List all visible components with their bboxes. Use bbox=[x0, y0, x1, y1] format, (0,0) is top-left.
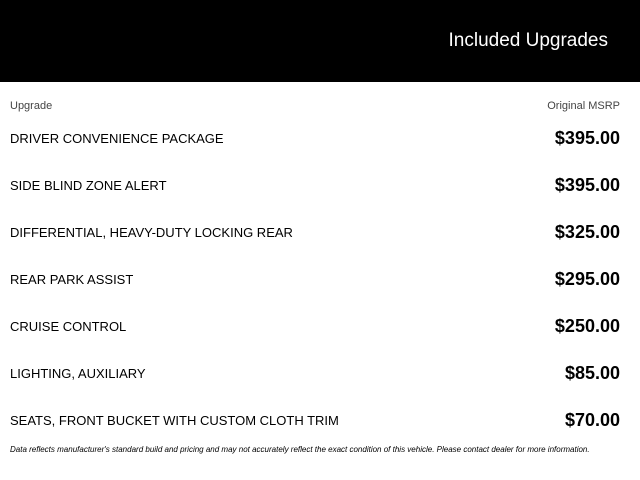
upgrade-price: $395.00 bbox=[554, 128, 620, 148]
upgrade-price: $85.00 bbox=[564, 363, 620, 383]
upgrade-price: $395.00 bbox=[554, 175, 620, 195]
table-row bbox=[0, 115, 640, 162]
upgrade-price: $325.00 bbox=[554, 222, 620, 242]
table-row bbox=[0, 397, 640, 444]
upgrade-price: $295.00 bbox=[554, 269, 620, 289]
upgrade-name: CRUISE CONTROL bbox=[10, 319, 127, 334]
upgrade-name: DRIVER CONVENIENCE PACKAGE bbox=[10, 131, 224, 146]
table-row bbox=[0, 303, 640, 350]
table-row bbox=[0, 350, 640, 397]
upgrade-name: REAR PARK ASSIST bbox=[10, 272, 134, 287]
table-row bbox=[0, 256, 640, 303]
page-title: Included Upgrades bbox=[448, 30, 608, 51]
upgrade-name: SEATS, FRONT BUCKET WITH CUSTOM CLOTH TRIM bbox=[10, 413, 339, 428]
upgrades-table bbox=[0, 115, 640, 444]
table-row bbox=[0, 209, 640, 256]
upgrade-name: DIFFERENTIAL, HEAVY-DUTY LOCKING REAR bbox=[10, 225, 293, 240]
table-row bbox=[0, 162, 640, 209]
header-banner bbox=[0, 0, 640, 82]
upgrade-name: LIGHTING, AUXILIARY bbox=[10, 366, 146, 381]
disclaimer-text: Data reflects manufacturer's standard build and pricing and may not accurately reflect the exact condition of this vehicle. Please contact dealer for more information. bbox=[10, 445, 590, 454]
upgrade-price: $70.00 bbox=[564, 410, 620, 430]
upgrade-column-header: Upgrade bbox=[10, 100, 53, 112]
upgrade-price: $250.00 bbox=[554, 316, 620, 336]
upgrade-name: SIDE BLIND ZONE ALERT bbox=[10, 178, 167, 193]
msrp-column-header: Original MSRP bbox=[547, 100, 620, 112]
